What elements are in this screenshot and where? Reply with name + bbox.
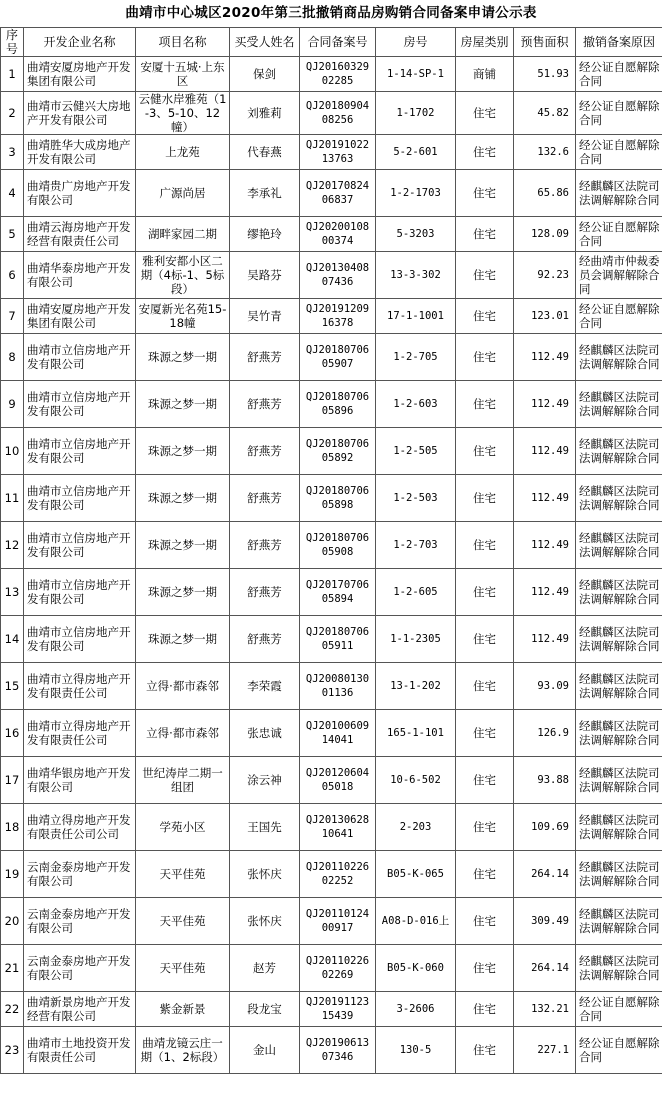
- developer-cell: 云南金泰房地产开发有限公司: [24, 898, 136, 945]
- project-cell: 湖畔家园二期: [136, 217, 230, 252]
- presale-area-cell: 51.93: [514, 57, 576, 92]
- row-number-cell: 6: [1, 252, 24, 299]
- property-type-cell: 住宅: [456, 710, 514, 757]
- buyer-cell: 舒燕芳: [230, 381, 300, 428]
- room-cell: 1-1-2305: [376, 616, 456, 663]
- developer-cell: 曲靖安厦房地产开发集团有限公司: [24, 57, 136, 92]
- reason-cell: 经公证自愿解除合同: [576, 992, 662, 1027]
- row-number-cell: 5: [1, 217, 24, 252]
- contract-number-cell: QJ20110124 00917: [300, 898, 376, 945]
- table-row: [1, 992, 662, 1027]
- row-number-cell: 17: [1, 757, 24, 804]
- contract-number-cell: QJ20180706 05898: [300, 475, 376, 522]
- room-cell: 1-2-603: [376, 381, 456, 428]
- table-row: [1, 616, 662, 663]
- property-type-cell: 住宅: [456, 945, 514, 992]
- developer-cell: 曲靖市立信房地产开发有限公司: [24, 569, 136, 616]
- developer-cell: 曲靖市云健兴大房地产开发有限公司: [24, 92, 136, 135]
- room-cell: 1-2-705: [376, 334, 456, 381]
- developer-cell: 曲靖立得房地产开发有限责任公司公司: [24, 804, 136, 851]
- presale-area-cell: 112.49: [514, 522, 576, 569]
- presale-area-cell: 112.49: [514, 428, 576, 475]
- project-cell: 紫金新景: [136, 992, 230, 1027]
- row-number-cell: 1: [1, 57, 24, 92]
- buyer-cell: 缪艳玲: [230, 217, 300, 252]
- room-cell: 2-203: [376, 804, 456, 851]
- buyer-cell: 金山: [230, 1027, 300, 1074]
- table-row: [1, 217, 662, 252]
- developer-cell: 云南金泰房地产开发有限公司: [24, 945, 136, 992]
- presale-area-cell: 227.1: [514, 1027, 576, 1074]
- reason-cell: 经麒麟区法院司法调解解除合同: [576, 804, 662, 851]
- developer-cell: 曲靖市立信房地产开发有限公司: [24, 334, 136, 381]
- buyer-cell: 刘雅莉: [230, 92, 300, 135]
- room-cell: 1-2-503: [376, 475, 456, 522]
- presale-area-cell: 132.6: [514, 135, 576, 170]
- header-cell: 房屋类别: [456, 28, 514, 57]
- table-row: [1, 299, 662, 334]
- row-number-cell: 2: [1, 92, 24, 135]
- property-type-cell: 住宅: [456, 1027, 514, 1074]
- property-type-cell: 住宅: [456, 135, 514, 170]
- contract-number-cell: QJ20180706 05896: [300, 381, 376, 428]
- contract-number-cell: QJ20130628 10641: [300, 804, 376, 851]
- row-number-cell: 23: [1, 1027, 24, 1074]
- presale-area-cell: 126.9: [514, 710, 576, 757]
- reason-cell: 经公证自愿解除合同: [576, 135, 662, 170]
- table-row: [1, 522, 662, 569]
- presale-area-cell: 112.49: [514, 334, 576, 381]
- page-title: 曲靖市中心城区2020年第三批撤销商品房购销合同备案申请公示表: [125, 5, 537, 21]
- table-header-row: [1, 28, 662, 57]
- property-type-cell: 住宅: [456, 299, 514, 334]
- developer-cell: 曲靖市立信房地产开发有限公司: [24, 522, 136, 569]
- reason-cell: 经公证自愿解除合同: [576, 217, 662, 252]
- row-number-cell: 7: [1, 299, 24, 334]
- row-number-cell: 21: [1, 945, 24, 992]
- table-row: [1, 945, 662, 992]
- contract-number-cell: QJ20130408 07436: [300, 252, 376, 299]
- developer-cell: 曲靖市立信房地产开发有限公司: [24, 475, 136, 522]
- property-type-cell: 住宅: [456, 92, 514, 135]
- room-cell: 5-3203: [376, 217, 456, 252]
- reason-cell: 经公证自愿解除合同: [576, 92, 662, 135]
- contract-number-cell: QJ20160329 02285: [300, 57, 376, 92]
- contract-number-cell: QJ20190613 07346: [300, 1027, 376, 1074]
- row-number-cell: 10: [1, 428, 24, 475]
- room-cell: 130-5: [376, 1027, 456, 1074]
- table-row: [1, 334, 662, 381]
- property-type-cell: 住宅: [456, 475, 514, 522]
- row-number-cell: 3: [1, 135, 24, 170]
- presale-area-cell: 123.01: [514, 299, 576, 334]
- developer-cell: 曲靖新景房地产开发经营有限公司: [24, 992, 136, 1027]
- developer-cell: 曲靖市立信房地产开发有限公司: [24, 381, 136, 428]
- property-type-cell: 住宅: [456, 616, 514, 663]
- contract-number-cell: QJ20080130 01136: [300, 663, 376, 710]
- developer-cell: 曲靖贵广房地产开发有限公司: [24, 170, 136, 217]
- contract-number-cell: QJ20180706 05907: [300, 334, 376, 381]
- reason-cell: 经麒麟区法院司法调解解除合同: [576, 710, 662, 757]
- project-cell: 云健水岸雅苑（1-3、5-10、12幢）: [136, 92, 230, 135]
- developer-cell: 曲靖云海房地产开发经营有限责任公司: [24, 217, 136, 252]
- developer-cell: 曲靖胜华大成房地产开发有限公司: [24, 135, 136, 170]
- developer-cell: 云南金泰房地产开发有限公司: [24, 851, 136, 898]
- contract-number-cell: QJ20200108 00374: [300, 217, 376, 252]
- property-type-cell: 住宅: [456, 252, 514, 299]
- buyer-cell: 李荣霞: [230, 663, 300, 710]
- reason-cell: 经麒麟区法院司法调解解除合同: [576, 569, 662, 616]
- room-cell: 17-1-1001: [376, 299, 456, 334]
- row-number-cell: 15: [1, 663, 24, 710]
- row-number-cell: 8: [1, 334, 24, 381]
- buyer-cell: 舒燕芳: [230, 334, 300, 381]
- reason-cell: 经麒麟区法院司法调解解除合同: [576, 757, 662, 804]
- table-row: [1, 135, 662, 170]
- property-type-cell: 住宅: [456, 804, 514, 851]
- project-cell: 安厦新光名苑15-18幢: [136, 299, 230, 334]
- reason-cell: 经公证自愿解除合同: [576, 1027, 662, 1074]
- buyer-cell: 王国先: [230, 804, 300, 851]
- buyer-cell: 赵芳: [230, 945, 300, 992]
- project-cell: 珠源之梦一期: [136, 381, 230, 428]
- project-cell: 珠源之梦一期: [136, 475, 230, 522]
- buyer-cell: 张忠诚: [230, 710, 300, 757]
- reason-cell: 经麒麟区法院司法调解解除合同: [576, 381, 662, 428]
- property-type-cell: 住宅: [456, 170, 514, 217]
- buyer-cell: 保剑: [230, 57, 300, 92]
- room-cell: B05-K-065: [376, 851, 456, 898]
- row-number-cell: 18: [1, 804, 24, 851]
- row-number-cell: 11: [1, 475, 24, 522]
- presale-area-cell: 264.14: [514, 851, 576, 898]
- buyer-cell: 张怀庆: [230, 898, 300, 945]
- contract-number-cell: QJ20120604 05018: [300, 757, 376, 804]
- presale-area-cell: 128.09: [514, 217, 576, 252]
- property-type-cell: 住宅: [456, 334, 514, 381]
- property-type-cell: 住宅: [456, 428, 514, 475]
- room-cell: B05-K-060: [376, 945, 456, 992]
- project-cell: 天平佳苑: [136, 898, 230, 945]
- table-row: [1, 851, 662, 898]
- reason-cell: 经麒麟区法院司法调解解除合同: [576, 475, 662, 522]
- project-cell: 安厦十五城·上东区: [136, 57, 230, 92]
- presale-area-cell: 92.23: [514, 252, 576, 299]
- presale-area-cell: 112.49: [514, 381, 576, 428]
- reason-cell: 经麒麟区法院司法调解解除合同: [576, 945, 662, 992]
- project-cell: 立得·都市森邻: [136, 710, 230, 757]
- buyer-cell: 舒燕芳: [230, 569, 300, 616]
- row-number-cell: 22: [1, 992, 24, 1027]
- buyer-cell: 舒燕芳: [230, 616, 300, 663]
- contract-number-cell: QJ20180706 05892: [300, 428, 376, 475]
- table-row: [1, 92, 662, 135]
- reason-cell: 经麒麟区法院司法调解解除合同: [576, 663, 662, 710]
- room-cell: 3-2606: [376, 992, 456, 1027]
- room-cell: 1-2-1703: [376, 170, 456, 217]
- buyer-cell: 段龙宝: [230, 992, 300, 1027]
- room-cell: 10-6-502: [376, 757, 456, 804]
- buyer-cell: 舒燕芳: [230, 522, 300, 569]
- row-number-cell: 12: [1, 522, 24, 569]
- row-number-cell: 14: [1, 616, 24, 663]
- room-cell: 1-1702: [376, 92, 456, 135]
- presale-area-cell: 45.82: [514, 92, 576, 135]
- buyer-cell: 吴竹青: [230, 299, 300, 334]
- header-cell: 房号: [376, 28, 456, 57]
- room-cell: 1-2-605: [376, 569, 456, 616]
- property-type-cell: 住宅: [456, 663, 514, 710]
- developer-cell: 曲靖安厦房地产开发集团有限公司: [24, 299, 136, 334]
- buyer-cell: 舒燕芳: [230, 475, 300, 522]
- buyer-cell: 张怀庆: [230, 851, 300, 898]
- presale-area-cell: 112.49: [514, 569, 576, 616]
- project-cell: 世纪涛岸二期一组团: [136, 757, 230, 804]
- presale-area-cell: 65.86: [514, 170, 576, 217]
- table-row: [1, 710, 662, 757]
- header-cell: 预售面积: [514, 28, 576, 57]
- row-number-cell: 13: [1, 569, 24, 616]
- project-cell: 珠源之梦一期: [136, 334, 230, 381]
- property-type-cell: 住宅: [456, 898, 514, 945]
- project-cell: 立得·都市森邻: [136, 663, 230, 710]
- header-cell: 序号: [1, 28, 24, 57]
- table-row: [1, 170, 662, 217]
- room-cell: A08-D-016上: [376, 898, 456, 945]
- table-row: [1, 428, 662, 475]
- project-cell: 雅利安都小区二期（4标-1、5标段）: [136, 252, 230, 299]
- project-cell: 珠源之梦一期: [136, 522, 230, 569]
- row-number-cell: 20: [1, 898, 24, 945]
- row-number-cell: 19: [1, 851, 24, 898]
- property-type-cell: 商铺: [456, 57, 514, 92]
- table-row: [1, 57, 662, 92]
- table-row: [1, 898, 662, 945]
- reason-cell: 经曲靖市仲裁委员会调解解除合同: [576, 252, 662, 299]
- developer-cell: 曲靖市立得房地产开发有限责任公司: [24, 663, 136, 710]
- presale-area-cell: 109.69: [514, 804, 576, 851]
- developer-cell: 曲靖市立信房地产开发有限公司: [24, 616, 136, 663]
- header-cell: 撤销备案原因: [576, 28, 662, 57]
- row-number-cell: 4: [1, 170, 24, 217]
- table-row: [1, 475, 662, 522]
- presale-area-cell: 264.14: [514, 945, 576, 992]
- room-cell: 13-3-302: [376, 252, 456, 299]
- room-cell: 5-2-601: [376, 135, 456, 170]
- contract-number-cell: QJ20170706 05894: [300, 569, 376, 616]
- header-cell: 项目名称: [136, 28, 230, 57]
- buyer-cell: 舒燕芳: [230, 428, 300, 475]
- contract-number-cell: QJ20191209 16378: [300, 299, 376, 334]
- reason-cell: 经麒麟区法院司法调解解除合同: [576, 851, 662, 898]
- property-type-cell: 住宅: [456, 522, 514, 569]
- property-type-cell: 住宅: [456, 217, 514, 252]
- project-cell: 上龙苑: [136, 135, 230, 170]
- presale-area-cell: 93.88: [514, 757, 576, 804]
- table-row: [1, 569, 662, 616]
- header-cell: 开发企业名称: [24, 28, 136, 57]
- reason-cell: 经麒麟区法院司法调解解除合同: [576, 522, 662, 569]
- contract-number-cell: QJ20180904 08256: [300, 92, 376, 135]
- table-row: [1, 757, 662, 804]
- project-cell: 曲靖龙镜云庄一期（1、2标段）: [136, 1027, 230, 1074]
- presale-area-cell: 309.49: [514, 898, 576, 945]
- reason-cell: 经麒麟区法院司法调解解除合同: [576, 428, 662, 475]
- reason-cell: 经麒麟区法院司法调解解除合同: [576, 170, 662, 217]
- developer-cell: 曲靖市立信房地产开发有限公司: [24, 428, 136, 475]
- project-cell: 天平佳苑: [136, 945, 230, 992]
- contract-number-cell: QJ20180706 05908: [300, 522, 376, 569]
- project-cell: 广源尚居: [136, 170, 230, 217]
- project-cell: 珠源之梦一期: [136, 428, 230, 475]
- developer-cell: 曲靖华银房地产开发有限公司: [24, 757, 136, 804]
- project-cell: 珠源之梦一期: [136, 616, 230, 663]
- contract-number-cell: QJ20110226 02269: [300, 945, 376, 992]
- room-cell: 1-2-703: [376, 522, 456, 569]
- property-type-cell: 住宅: [456, 381, 514, 428]
- table-row: [1, 1027, 662, 1074]
- row-number-cell: 9: [1, 381, 24, 428]
- table-row: [1, 663, 662, 710]
- property-type-cell: 住宅: [456, 992, 514, 1027]
- contract-number-cell: QJ20180706 05911: [300, 616, 376, 663]
- room-cell: 1-2-505: [376, 428, 456, 475]
- notice-table: [0, 27, 662, 1074]
- contract-number-cell: QJ20191123 15439: [300, 992, 376, 1027]
- contract-number-cell: QJ20100609 14041: [300, 710, 376, 757]
- room-cell: 13-1-202: [376, 663, 456, 710]
- developer-cell: 曲靖市土地投资开发有限责任公司: [24, 1027, 136, 1074]
- table-row: [1, 381, 662, 428]
- developer-cell: 曲靖市立得房地产开发有限责任公司: [24, 710, 136, 757]
- property-type-cell: 住宅: [456, 569, 514, 616]
- row-number-cell: 16: [1, 710, 24, 757]
- room-cell: 165-1-101: [376, 710, 456, 757]
- table-row: [1, 804, 662, 851]
- reason-cell: 经麒麟区法院司法调解解除合同: [576, 616, 662, 663]
- presale-area-cell: 112.49: [514, 475, 576, 522]
- header-cell: 买受人姓名: [230, 28, 300, 57]
- buyer-cell: 李承礼: [230, 170, 300, 217]
- reason-cell: 经麒麟区法院司法调解解除合同: [576, 898, 662, 945]
- presale-area-cell: 112.49: [514, 616, 576, 663]
- buyer-cell: 代春燕: [230, 135, 300, 170]
- reason-cell: 经公证自愿解除合同: [576, 299, 662, 334]
- project-cell: 学苑小区: [136, 804, 230, 851]
- contract-number-cell: QJ20110226 02252: [300, 851, 376, 898]
- contract-number-cell: QJ20170824 06837: [300, 170, 376, 217]
- room-cell: 1-14-SP-1: [376, 57, 456, 92]
- reason-cell: 经麒麟区法院司法调解解除合同: [576, 334, 662, 381]
- buyer-cell: 吴路芬: [230, 252, 300, 299]
- buyer-cell: 涂云神: [230, 757, 300, 804]
- project-cell: 天平佳苑: [136, 851, 230, 898]
- reason-cell: 经公证自愿解除合同: [576, 57, 662, 92]
- header-cell: 合同备案号: [300, 28, 376, 57]
- developer-cell: 曲靖华泰房地产开发有限公司: [24, 252, 136, 299]
- property-type-cell: 住宅: [456, 757, 514, 804]
- presale-area-cell: 132.21: [514, 992, 576, 1027]
- property-type-cell: 住宅: [456, 851, 514, 898]
- contract-number-cell: QJ20191022 13763: [300, 135, 376, 170]
- project-cell: 珠源之梦一期: [136, 569, 230, 616]
- table-row: [1, 252, 662, 299]
- presale-area-cell: 93.09: [514, 663, 576, 710]
